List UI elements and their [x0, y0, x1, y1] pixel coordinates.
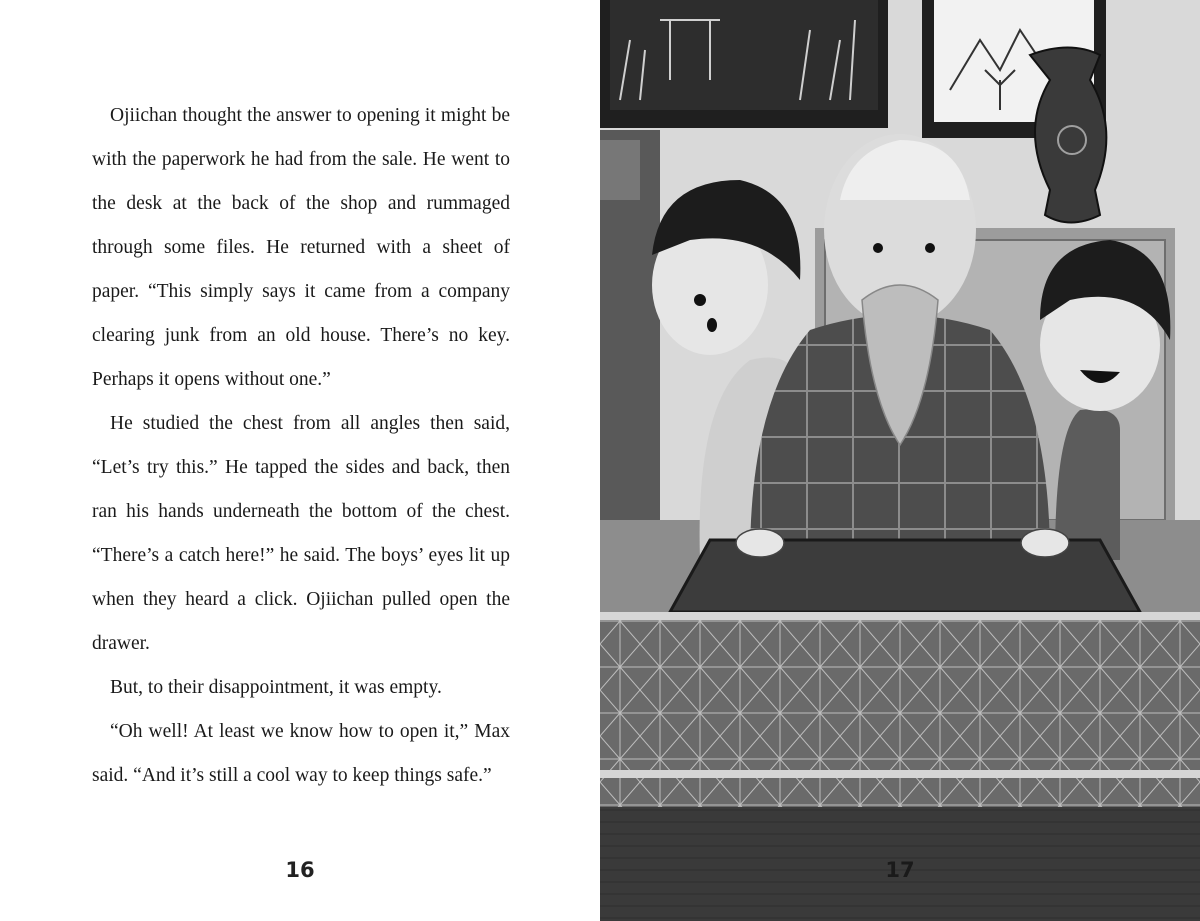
- page-number-right: 17: [885, 858, 915, 882]
- paragraph: He studied the chest from all angles then said, “Let’s try this.” He tapped the sides and back, then ran his hands underneath the bottom of the chest. “There’s a catch here!” he said. The boys’ eyes lit up when they heard a click. Ojiichan pulled open the drawer.: [92, 413, 510, 654]
- framed-picture-left: [600, 0, 888, 128]
- illustration: [600, 0, 1200, 921]
- paragraph: “Oh well! At least we know how to open it,” Max said. “And it’s still a cool way to keep things safe.”: [92, 721, 510, 786]
- page-number-left: 16: [285, 858, 315, 882]
- paragraph: But, to their disappointment, it was empty.: [110, 677, 442, 698]
- story-text: [92, 94, 510, 798]
- right-page: [600, 0, 1200, 921]
- paragraph: Ojiichan thought the answer to opening it might be with the paperwork he had from the sale. He went to the desk at the back of the shop and rummaged through some files. He returned with a sheet of paper. “This simply says it came from a company clearing junk from an old house. There’s no key. Perhaps it opens without one.”: [92, 105, 510, 390]
